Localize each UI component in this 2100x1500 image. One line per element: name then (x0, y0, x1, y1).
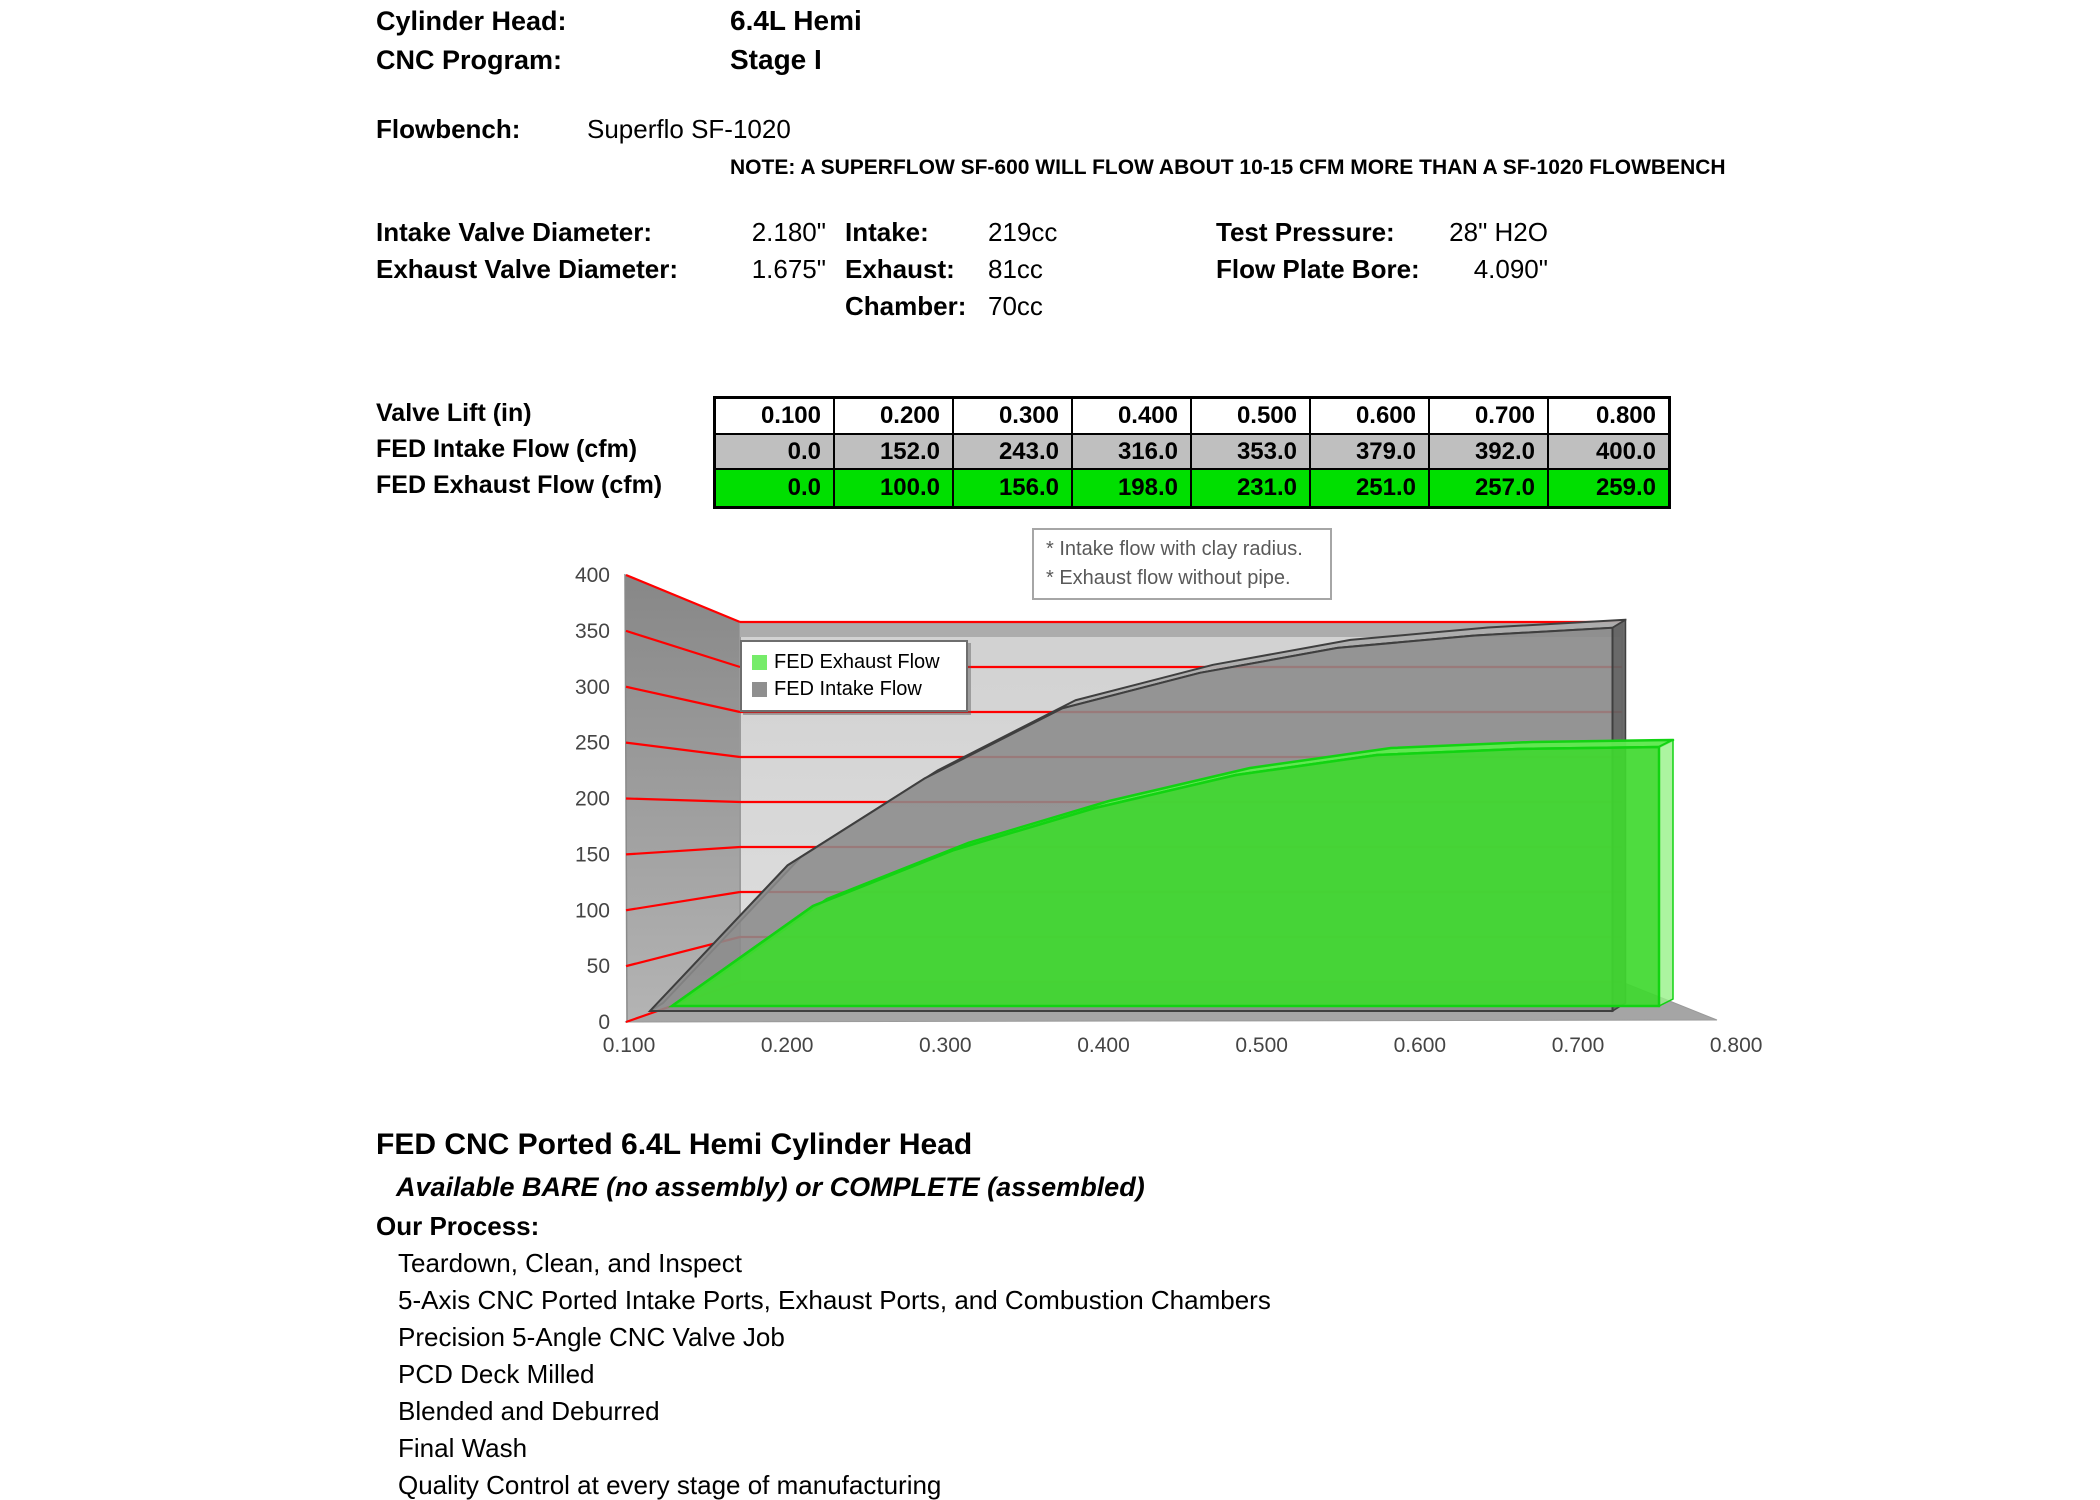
x-tick-label: 0.200 (760, 1034, 814, 1057)
cylinder-head-label: Cylinder Head: (376, 6, 567, 36)
x-tick-label: 0.800 (1709, 1034, 1763, 1057)
flow-data-table (713, 396, 1671, 509)
flowbench-label: Flowbench: (376, 114, 521, 144)
annotation-line-2: * Exhaust flow without pipe. (1046, 567, 1291, 589)
x-tick-label: 0.400 (1077, 1034, 1130, 1057)
process-heading: Our Process: (376, 1211, 540, 1241)
intake-flow-cell: 316.0 (1073, 435, 1192, 471)
process-step: Precision 5-Angle CNC Valve Job (398, 1322, 785, 1352)
table-row-label-intake-flow: FED Intake Flow (cfm) (376, 435, 638, 464)
lift-cell: 0.500 (1192, 399, 1311, 435)
exhaust-flow-cell: 251.0 (1311, 470, 1430, 506)
y-tick-label: 400 (574, 564, 610, 587)
intake-flow-cell: 353.0 (1192, 435, 1311, 471)
table-row-label-valve-lift: Valve Lift (in) (376, 399, 532, 428)
lift-cell: 0.700 (1430, 399, 1549, 435)
flow-plate-bore-label: Flow Plate Bore: (1216, 254, 1420, 284)
exhaust-flow-cell: 198.0 (1073, 470, 1192, 506)
table-row-label-exhaust-flow: FED Exhaust Flow (cfm) (376, 470, 663, 499)
process-step: Teardown, Clean, and Inspect (398, 1248, 742, 1278)
product-title: FED CNC Ported 6.4L Hemi Cylinder Head (376, 1128, 973, 1161)
annotation-line-1: * Intake flow with clay radius. (1046, 538, 1303, 560)
test-pressure-value: 28" H2O (1449, 217, 1548, 247)
intake-flow-cell: 0.0 (716, 435, 835, 471)
process-step: Blended and Deburred (398, 1396, 660, 1426)
process-step: Final Wash (398, 1433, 528, 1463)
lift-cell: 0.600 (1311, 399, 1430, 435)
y-tick-label: 0 (598, 1011, 610, 1034)
intake-valve-diameter-value: 2.180" (751, 217, 826, 247)
legend-item-exhaust (752, 651, 956, 674)
lift-cell: 0.400 (1073, 399, 1192, 435)
legend-label-exhaust: FED Exhaust Flow (774, 651, 940, 673)
exhaust-valve-diameter-value: 1.675" (751, 254, 826, 284)
y-tick-label: 350 (574, 619, 610, 643)
y-tick-label: 300 (574, 675, 610, 699)
cnc-program-value: Stage I (730, 44, 822, 75)
lift-cell: 0.100 (716, 399, 835, 435)
x-tick-label: 0.700 (1551, 1034, 1605, 1057)
x-tick-label: 0.300 (919, 1034, 972, 1057)
process-step: 5-Axis CNC Ported Intake Ports, Exhaust Ports, and Combustion Chambers (398, 1285, 1271, 1315)
flow-chart (540, 520, 1790, 1080)
exhaust-flow-cell: 156.0 (954, 470, 1073, 506)
y-tick-label: 150 (574, 843, 610, 867)
exhaust-flow-cell: 259.0 (1549, 470, 1668, 506)
intake-valve-diameter-label: Intake Valve Diameter: (376, 217, 653, 247)
test-pressure-label: Test Pressure: (1216, 217, 1395, 247)
exhaust-flow-cell: 100.0 (835, 470, 954, 506)
x-tick-label: 0.600 (1393, 1034, 1447, 1057)
product-subtitle: Available BARE (no assembly) or COMPLETE (assembled) (396, 1172, 1145, 1202)
y-tick-label: 250 (574, 731, 610, 755)
x-tick-label: 0.100 (602, 1034, 656, 1057)
x-tick-label: 0.500 (1235, 1034, 1288, 1057)
y-tick-label: 100 (574, 899, 610, 923)
exhaust-volume-label: Exhaust: (845, 254, 955, 284)
exhaust-valve-diameter-label: Exhaust Valve Diameter: (376, 254, 679, 284)
intake-series-swatch-icon (752, 682, 767, 697)
exhaust-flow-cell: 257.0 (1430, 470, 1549, 506)
process-step: PCD Deck Milled (398, 1359, 595, 1389)
legend-label-intake: FED Intake Flow (774, 678, 922, 700)
exhaust-volume-value: 81cc (988, 254, 1043, 284)
y-tick-label: 200 (574, 787, 610, 811)
lift-cell: 0.800 (1549, 399, 1668, 435)
intake-volume-value: 219cc (988, 217, 1058, 247)
chart-annotation-box (1032, 528, 1332, 600)
intake-flow-cell: 152.0 (835, 435, 954, 471)
chamber-volume-label: Chamber: (845, 291, 967, 321)
chamber-volume-value: 70cc (988, 291, 1043, 321)
fed-exhaust-flow-end-cap (1659, 740, 1673, 1006)
intake-flow-cell: 379.0 (1311, 435, 1430, 471)
exhaust-series-swatch-icon (752, 655, 767, 670)
chart-legend (740, 640, 968, 712)
flowbench-note: NOTE: A SUPERFLOW SF-600 WILL FLOW ABOUT 10-15 CFM MORE THAN A SF-1020 FLOWBENCH (730, 156, 1726, 179)
flowbench-value: Superflo SF-1020 (587, 114, 791, 144)
cylinder-head-value: 6.4L Hemi (730, 5, 862, 36)
process-step: Quality Control at every stage of manufacturing (398, 1470, 942, 1500)
lift-cell: 0.200 (835, 399, 954, 435)
cnc-program-label: CNC Program: (376, 45, 563, 75)
legend-item-intake (752, 678, 956, 701)
exhaust-flow-cell: 0.0 (716, 470, 835, 506)
intake-flow-cell: 400.0 (1549, 435, 1668, 471)
intake-volume-label: Intake: (845, 217, 929, 247)
exhaust-flow-cell: 231.0 (1192, 470, 1311, 506)
y-tick-label: 50 (586, 955, 610, 979)
flow-plate-bore-value: 4.090" (1473, 254, 1548, 284)
lift-cell: 0.300 (954, 399, 1073, 435)
intake-flow-cell: 243.0 (954, 435, 1073, 471)
intake-flow-cell: 392.0 (1430, 435, 1549, 471)
